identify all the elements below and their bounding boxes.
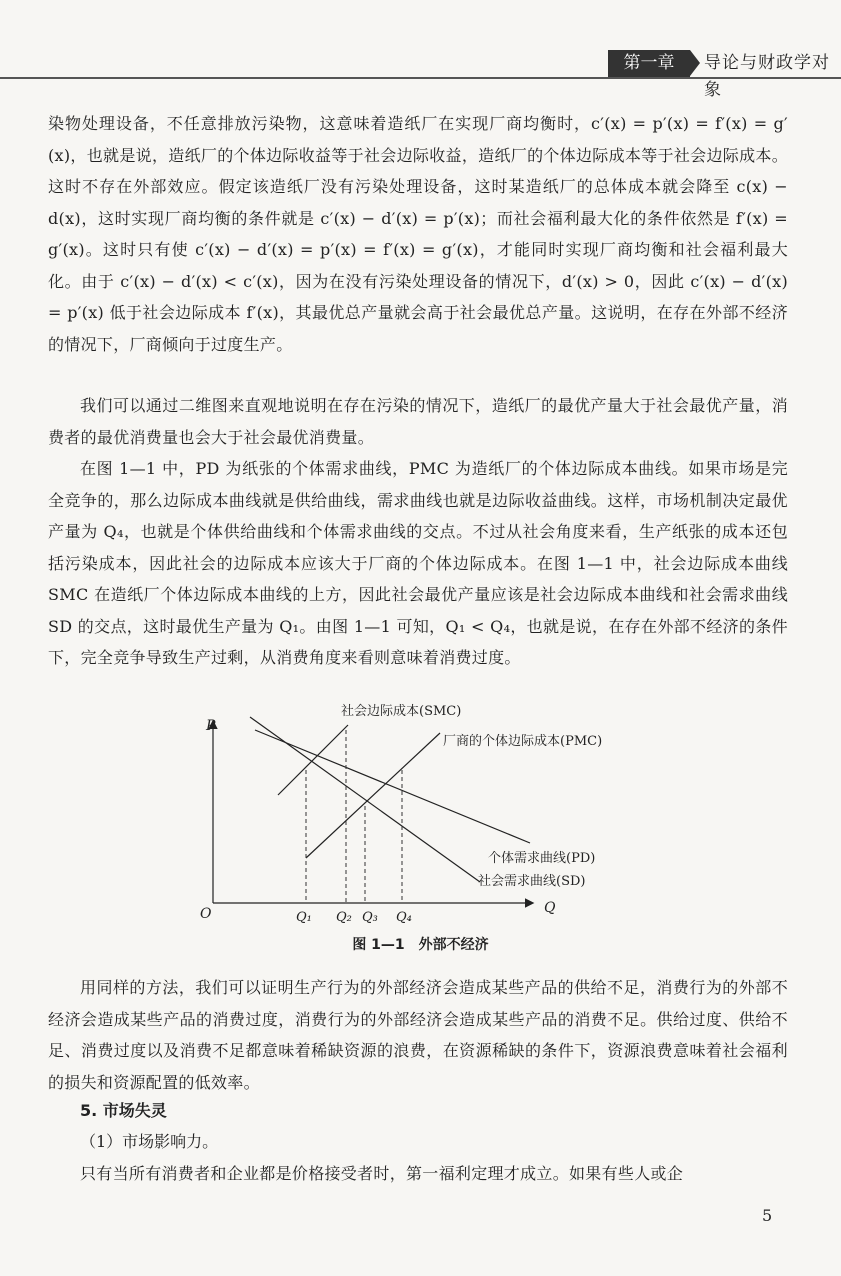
section-heading-5: 5. 市场失灵	[80, 1101, 167, 1120]
paragraph-3: 在图 1—1 中，PD 为纸张的个体需求曲线，PMC 为造纸厂的个体边际成本曲线。如果市场是完全竞争的，那么边际成本曲线就是供给曲线，需求曲线也就是边际收益曲线。这样，市场机制决定最优产量为 Q₄，也就是个体供给曲线和个体需求曲线的交点。不过从社会角度来看，生产纸张的成本还包括污染成本，因此社会的边际成本应该大于厂商的个体边际成本。在图 1—1 中，社会边际成本曲线 SMC 在造纸厂个体边际成本曲线的上方，因此社会最优产量应该是社会边际成本曲线和社会需求曲线 SD 的交点，这时最优生产量为 Q₁。由图 1—1 可知，Q₁ < Q₄，也就是说，在存在外部不经济的条件下，完全竞争导致生产过剩，从消费角度来看则意味着消费过度。	[48, 459, 788, 667]
smc-curve	[278, 725, 348, 795]
paragraph-2: 我们可以通过二维图来直观地说明在存在污染的情况下，造纸厂的最优产量大于社会最优产量，消费者的最优消费量也会大于社会最优消费量。	[48, 396, 788, 447]
pd-label: 个体需求曲线(PD)	[488, 851, 596, 866]
tick-q4: Q₄	[396, 910, 412, 925]
externality-figure	[180, 700, 630, 965]
pmc-label: 厂商的个体边际成本(PMC)	[443, 734, 603, 749]
tick-q1: Q₁	[296, 910, 312, 925]
subheading-1: （1）市场影响力。	[80, 1132, 219, 1151]
smc-label: 社会边际成本(SMC)	[341, 704, 462, 719]
sd-label: 社会需求曲线(SD)	[478, 874, 586, 889]
chapter-title: 导论与财政学对象	[704, 53, 830, 100]
chapter-header	[0, 48, 841, 100]
origin-label: O	[200, 906, 212, 922]
paragraph-1: 染物处理设备，不任意排放污染物，这意味着造纸厂在实现厂商均衡时，c′(x) = p′(x) = f′(x) = g′(x)，也就是说，造纸厂的个体边际收益等于社会边际收益，造纸厂的个体边际成本等于社会边际成本。这时不存在外部效应。假定该造纸厂没有污染处理设备，这时某造纸厂的总体成本就会降至 c(x) − d(x)，这时实现厂商均衡的条件就是 c′(x) − d′(x) = p′(x)；而社会福利最大化的条件依然是 f′(x) = g′(x)。这时只有使 c′(x) − d′(x) = p′(x) = f′(x) = g′(x)，才能同时实现厂商均衡和社会福利最大化。由于 c′(x) − d′(x) < c′(x)，因为在没有污染处理设备的情况下，d′(x) > 0，因此 c′(x) − d′(x) = p′(x) 低于社会边际成本 f′(x)，其最优总产量就会高于社会最优总产量。这说明，在存在外部不经济的情况下，厂商倾向于过度生产。	[48, 114, 788, 354]
paragraph-5: 只有当所有消费者和企业都是价格接受者时，第一福利定理才成立。如果有些人或企	[80, 1164, 684, 1183]
figure-caption: 图 1—1 外部不经济	[352, 937, 489, 953]
chapter-label: 第一章	[608, 50, 690, 77]
page-number: 5	[762, 1206, 773, 1225]
tick-q2: Q₂	[336, 910, 352, 925]
axis-x-label: Q	[544, 900, 556, 916]
axis-y-label: P	[206, 718, 216, 734]
paragraph-4: 用同样的方法，我们可以证明生产行为的外部经济会造成某些产品的供给不足，消费行为的外部不经济会造成某些产品的消费过度，消费行为的外部经济会造成某些产品的消费不足。供给过度、供给不足、消费过度以及消费不足都意味着稀缺资源的浪费，在资源稀缺的条件下，资源浪费意味着社会福利的损失和资源配置的低效率。	[48, 978, 788, 1092]
tick-q3: Q₃	[362, 910, 378, 925]
chapter-arrow-icon	[690, 50, 700, 76]
header-rule	[0, 77, 841, 79]
